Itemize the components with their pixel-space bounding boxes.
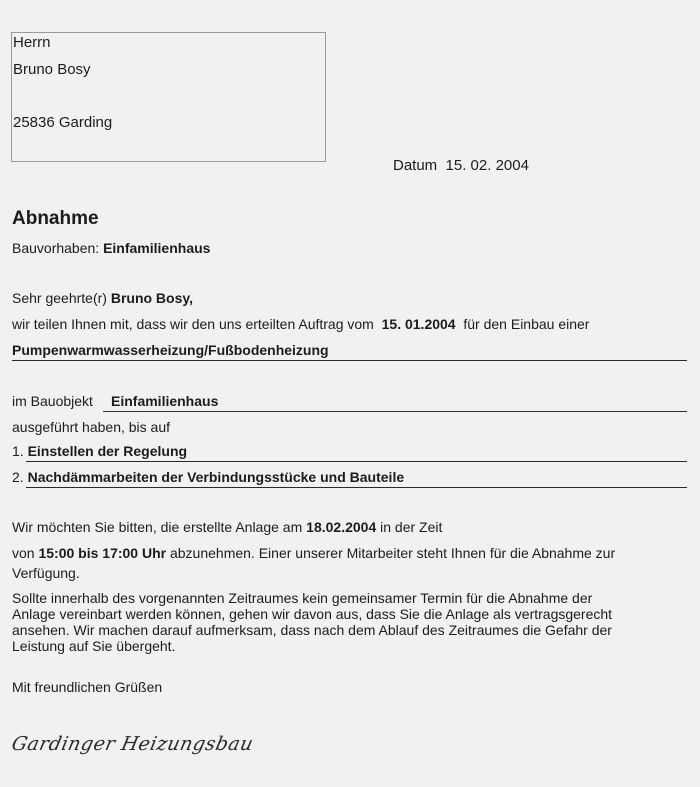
notice-line: ansehen. Wir machen darauf aufmerksam, dass nach dem Ablauf des Zeitraumes die Gefahr der	[12, 622, 612, 638]
greeting-name: Bruno Bosy,	[110, 290, 194, 306]
request-text3: von	[12, 545, 35, 561]
exception-item-1	[12, 443, 187, 459]
notice-paragraph	[12, 590, 692, 654]
date-label: Datum	[393, 157, 438, 174]
letter-title: Abnahme	[12, 208, 99, 229]
greeting-prefix: Sehr geehrte(r)	[12, 290, 107, 306]
request-line-2	[12, 545, 615, 561]
exception-number: 2.	[12, 469, 24, 485]
request-text2: in der Zeit	[380, 519, 443, 535]
notice-line: Leistung auf Sie übergeht.	[12, 638, 176, 654]
object-rule	[103, 411, 687, 412]
signature: Gardinger Heizungsbau	[9, 733, 256, 755]
request-line-3: Verfügung.	[12, 565, 80, 581]
object-label: im Bauobjekt	[12, 393, 93, 409]
object-value-wrap	[111, 393, 218, 409]
installation-value: Pumpenwarmwasserheizung/Fußbodenheizung	[12, 342, 329, 358]
installation-rule	[12, 360, 687, 361]
recipient-name: Bruno Bosy	[13, 61, 91, 78]
request-text4: abzunehmen. Einer unserer Mitarbeiter steht Ihnen für die Abnahme zur	[169, 545, 616, 561]
date-line	[393, 157, 529, 174]
exception-rule-2	[26, 487, 687, 488]
exception-rule-1	[26, 461, 687, 462]
exception-number: 1.	[12, 443, 24, 459]
installation-line	[12, 342, 329, 358]
greeting-line	[12, 290, 193, 306]
project-label: Bauvorhaben:	[12, 240, 100, 256]
date-value: 15. 02. 2004	[445, 157, 529, 174]
completed-label: ausgeführt haben, bis auf	[12, 419, 171, 435]
intro-line	[12, 316, 589, 332]
exception-text: Nachdämmarbeiten der Verbindungsstücke und Bauteile	[27, 469, 405, 485]
notice-line: Sollte innerhalb des vorgenannten Zeitraumes kein gemeinsamer Termin für die Abnahme der	[12, 590, 593, 606]
closing-line: Mit freundlichen Grüßen	[12, 679, 163, 695]
project-line	[12, 240, 210, 256]
request-time: 15:00 bis 17:00 Uhr	[38, 545, 167, 561]
intro-text1: wir teilen Ihnen mit, dass wir den uns erteilten Auftrag vom	[12, 316, 374, 332]
request-line-1	[12, 519, 442, 535]
request-text1: Wir möchten Sie bitten, die erstellte Anlage am	[12, 519, 303, 535]
exception-text: Einstellen der Regelung	[27, 443, 188, 459]
recipient-salutation: Herrn	[13, 34, 51, 51]
recipient-city: 25836 Garding	[13, 114, 113, 131]
address-box	[11, 32, 326, 162]
notice-line: Anlage vereinbart werden können, gehen wir davon aus, dass Sie die Anlage als vertragsgerecht	[12, 606, 613, 622]
intro-order-date: 15. 01.2004	[381, 316, 456, 332]
object-value: Einfamilienhaus	[111, 393, 219, 409]
intro-text2: für den Einbau einer	[463, 316, 590, 332]
project-value: Einfamilienhaus	[103, 240, 211, 256]
request-date: 18.02.2004	[306, 519, 377, 535]
exception-item-2	[12, 469, 404, 485]
